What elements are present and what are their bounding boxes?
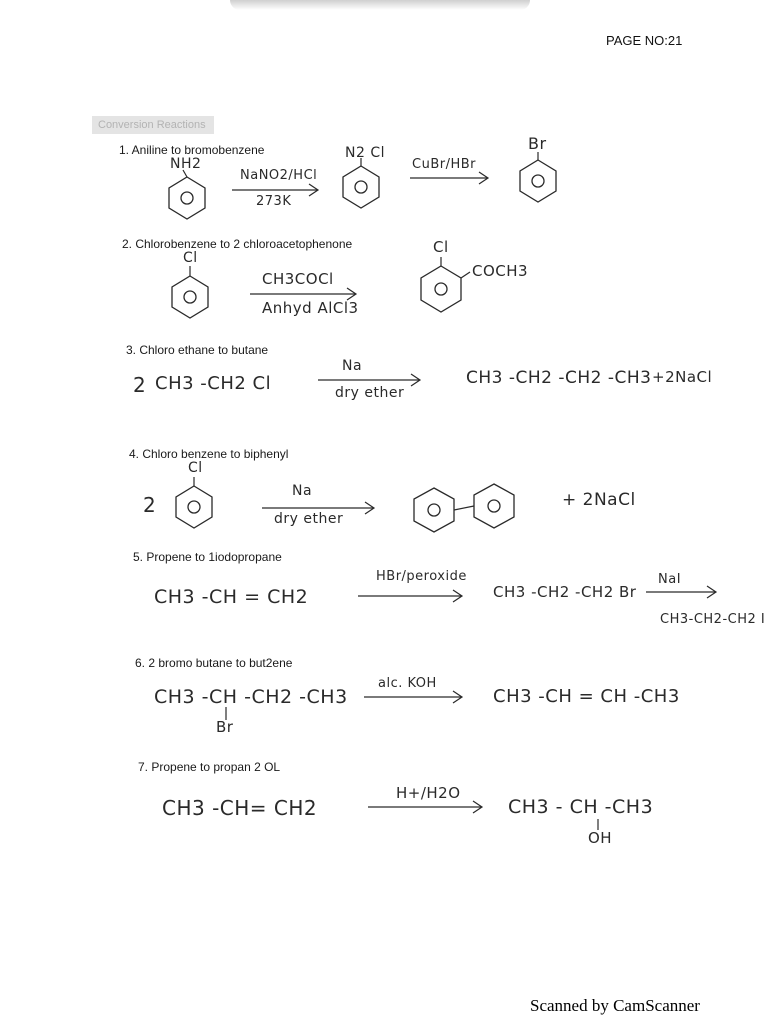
q6-bromo-substituent: Br	[216, 718, 234, 736]
q1-bromo-group: Br	[528, 134, 547, 153]
q1-step2-reagent: CuBr/HBr	[412, 157, 476, 172]
question-6-title: 6. 2 bromo butane to but2ene	[135, 656, 293, 670]
biphenyl-ring-left	[414, 488, 454, 532]
q1-step1-reagent: NaNO2/HCl	[240, 168, 318, 183]
arrow-q7	[368, 801, 482, 813]
question-4-title: 4. Chloro benzene to biphenyl	[129, 447, 289, 461]
q5-product: CH3-CH2-CH2 I	[660, 612, 766, 627]
biphenyl-ring-right	[474, 484, 514, 528]
chloroacetophenone-ring	[421, 266, 461, 312]
section-heading: Conversion Reactions	[92, 116, 214, 134]
question-1-title: 1. Aniline to bromobenzene	[119, 143, 265, 157]
q3-coefficient: 2	[133, 373, 147, 397]
question-5-title: 5. Propene to 1iodopropane	[133, 550, 282, 564]
question-7-title: 7. Propene to propan 2 OL	[138, 760, 281, 774]
q3-reagent: Na	[342, 358, 363, 374]
q7-reagent: H+/H2O	[396, 784, 461, 802]
q5-step2-reagent: NaI	[658, 572, 682, 587]
q1-diazonium-group: N2 Cl	[345, 145, 385, 161]
q5-step1-reagent: HBr/peroxide	[376, 569, 467, 584]
q4-coefficient: 2	[143, 493, 157, 517]
question-3-title: 3. Chloro ethane to butane	[126, 343, 269, 357]
arrow-q5b	[646, 586, 716, 598]
scanner-watermark: Scanned by CamScanner	[530, 996, 700, 1015]
q7-product: CH3 - CH -CH3	[508, 796, 654, 818]
q3-reactant: CH3 -CH2 Cl	[155, 373, 272, 394]
q4-solvent: dry ether	[274, 511, 344, 527]
q6-reactant: CH3 -CH -CH2 -CH3	[154, 686, 348, 708]
bromobenzene-ring	[520, 160, 556, 202]
q1-step1-condition: 273K	[256, 194, 292, 209]
q3-solvent: dry ether	[335, 385, 405, 401]
q2-reagent: CH3COCl	[262, 270, 334, 288]
page-number: PAGE NO:21	[606, 33, 683, 48]
q4-byproduct: + 2NaCl	[562, 490, 636, 510]
q7-hydroxy-substituent: OH	[588, 829, 613, 847]
question-2-title: 2. Chlorobenzene to 2 chloroacetophenone	[122, 237, 353, 251]
q2-catalyst: Anhyd AlCl3	[262, 299, 359, 317]
q2-chloro-group: Cl	[183, 250, 198, 266]
q2-product-acetyl: COCH3	[472, 262, 529, 280]
diazonium-ring	[343, 166, 379, 208]
q3-byproduct: +2NaCl	[652, 368, 713, 386]
q4-reagent: Na	[292, 483, 313, 499]
q2-product-chloro: Cl	[433, 238, 449, 256]
q7-reactant: CH3 -CH= CH2	[162, 796, 318, 820]
chlorobenzene-ring	[172, 276, 208, 318]
q3-product: CH3 -CH2 -CH2 -CH3	[466, 368, 652, 388]
arrow-q6	[364, 691, 462, 703]
aniline-ring	[169, 177, 205, 219]
q6-reagent: alc. KOH	[378, 676, 437, 691]
q6-product: CH3 -CH = CH -CH3	[493, 686, 680, 707]
chlorobenzene-ring-q4	[176, 486, 212, 528]
q5-intermediate: CH3 -CH2 -CH2 Br	[493, 583, 637, 601]
arrow-q5a	[358, 590, 462, 602]
q4-chloro-group: Cl	[188, 460, 203, 476]
q1-aniline-group: NH2	[170, 156, 202, 172]
q5-reactant: CH3 -CH = CH2	[154, 586, 309, 608]
arrow-q1b	[410, 172, 488, 184]
